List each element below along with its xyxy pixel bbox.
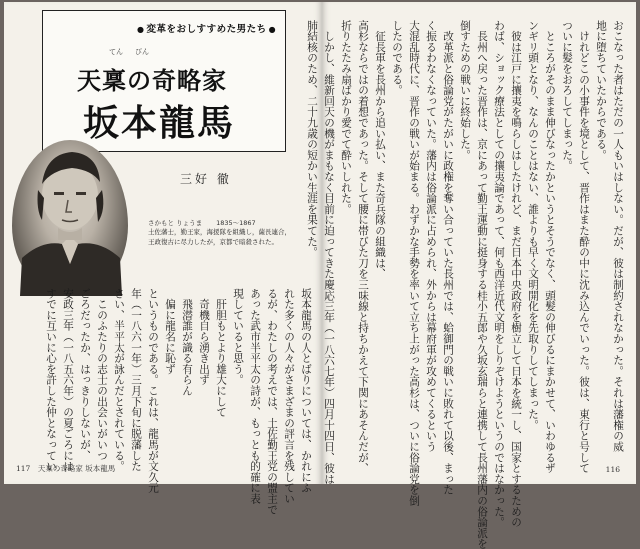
text-column: ところがそのまま伸びなったかというとそうでなく、頭髪の伸びるにまかせて、いわゆるザ [544, 20, 556, 474]
bio-header [148, 218, 256, 227]
text-column: 奇機自ら湧き出ず [198, 288, 210, 386]
text-column: 年（一八六一年）三月下旬に脱藩した [130, 288, 142, 472]
left-folio: 117 天稟の奇略家 坂本龍馬 [16, 464, 116, 473]
text-column: 肝胆もとより雄大にして [215, 288, 227, 418]
text-column: 安政三年（一八五六年）の夏ごろには [62, 288, 74, 472]
article-title: 天稟の奇略家 [77, 67, 227, 95]
text-column: 現していると思う。 [232, 288, 244, 386]
portrait-figure [12, 140, 128, 296]
text-column: 坂本龍馬の人とばりについては、かれにふ [300, 288, 312, 494]
text-column: 折りたたみ扇ばかり愛でて酔いしれた。 [340, 20, 352, 215]
bio-reading: さかもと りょうま [148, 219, 203, 227]
text-column: 飛潜誰が識る有らん [181, 288, 193, 396]
text-column: ついに髪をおろしてしまった。 [561, 20, 573, 172]
text-column: すでに互いに心を許した仲となってい [45, 288, 57, 472]
text-column: 大混乱時代に、晋作の戦いが始まる。わずかな手勢を率いて立ち上がった高杉は、ついに俗論党を倒 [408, 20, 420, 506]
bio-line: 土佐藩士，勤王家，海援隊を組織し，薩長連合， [148, 228, 291, 236]
bio-dates: 1835〜1867 [216, 219, 256, 227]
text-column: く振るわなくなっていた。藩内は俗論派に占められ、外からは幕府軍が攻めてくるという [425, 20, 437, 452]
text-column: 改革派と俗論党がたがいに政権を奪い合っていた長州では、蛤御門の戦いに敗れて以後、まった [442, 20, 454, 496]
text-column: けれどこの小事件を境として、晋作はまた酔の中に沈み込んでいった。彼は、東行と号して [578, 20, 590, 474]
title-box [42, 10, 286, 152]
text-column: ごろだったか、はっきりしないが、 [79, 288, 91, 461]
title-ruby-1: てん [109, 48, 123, 56]
text-column: わば、ショック療法としての攘夷論であって、何も西洋近代文明をしりぞけようというのではなかった。 [493, 20, 505, 528]
bio-text [148, 228, 308, 247]
text-column: というものである。これは、龍馬が文久元 [147, 288, 159, 494]
series-tag: ● 変革をおしすすめた男たち ● [137, 24, 277, 35]
text-column: 地に堕ちていたからである。 [595, 20, 607, 161]
text-column: さい、半平太が詠んだとされている。 [113, 288, 125, 472]
text-column: ンギリ頭となり、なんのことはない、誰よりも早く文明開化を先取りしてしまった。 [527, 20, 539, 431]
text-column: 倒すための戦いに終始した。 [459, 20, 471, 161]
author-name: 三好 徹 [180, 172, 232, 186]
text-column: 彼は江戸に攘夷を鳴らしはしたけれど、まだ日本中央政府を樹立して日本を統一し、国家とするための [510, 20, 522, 528]
portrait-photo [12, 140, 128, 296]
text-column: したのである。 [391, 20, 403, 96]
series-tag-text: 変革をおしすすめた男たち [146, 24, 267, 35]
text-column: 肺結核のため、二十九歳の短かい生涯を果てた。 [306, 20, 318, 258]
left-page [4, 2, 322, 515]
text-column: おこなった者はただの一人もいはしない。だが、彼は制約されなかった。それは藩権の威 [612, 20, 624, 452]
text-column: 偏に龍名に恥ず [164, 288, 176, 375]
article-subject-name: 坂本龍馬 [83, 102, 236, 144]
text-column: るが、わたしの考えでは、土佐勤王党の盟主で [266, 288, 278, 515]
text-column: 長州へ戻った晋作は、京にあって勤王運動に挺身する桂小五郎や久坂玄瑞らと連携して長州藩内の俗論派を [476, 20, 488, 549]
title-ruby-2: びん [135, 48, 149, 56]
text-column: このふたりの志士の出会いがいつ [96, 288, 108, 461]
bio-line: 王政復古に尽力したが，京都で暗殺された。 [148, 237, 278, 246]
text-column: しかし、維新回天の機がまもなく目前に迫ってきた慶応三年（一八六七年）四月十四日、彼は [323, 20, 335, 485]
book-spread [4, 2, 636, 549]
text-column: れた多くの人々がさまざまの評言を残してい [283, 288, 295, 504]
text-column: あった武市半平太の詩が、もっとも的確に表 [249, 288, 261, 504]
text-column: 高杉ならではの着想であった。そして腰に帯びた刀を三味線と持ちかえて下関にあそんだが、 [357, 20, 369, 474]
text-column: 征長軍を長州から追い払い、また奇兵隊の組織は、 [374, 20, 386, 280]
right-folio: 116 [605, 465, 620, 474]
